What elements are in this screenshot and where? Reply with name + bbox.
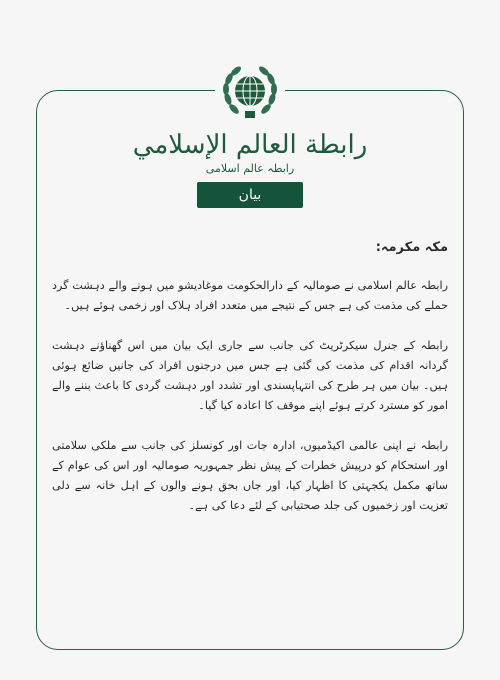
dateline: مکہ مکرمہ: bbox=[375, 240, 448, 255]
organization-name: رابطة العالم الإسلامي bbox=[132, 130, 368, 160]
emblem bbox=[215, 58, 285, 128]
section-label: بیان bbox=[197, 182, 303, 208]
organization-name-urdu: رابطہ عالم اسلامی bbox=[205, 162, 295, 175]
paragraph-3: رابطہ نے اپنی عالمی اکیڈمیوں، ادارہ جات اور کونسلز کی جانب سے ملکی سلامتی اور استحکام کو درپیش خطرات کے پیش نظر جمہوریہ صومالیہ اور اس کی عوام کے ساتھ مکمل یکجہتی کا اظہار کیا، اور جاں بحق ہونے والوں کے اہل خانہ سے دلی تعزیت اور زخمیوں کی جلد صحتیابی کے لئے دعا کی ہے۔ bbox=[52, 439, 448, 512]
paragraph-2: رابطہ کے جنرل سیکرٹریٹ کی جانب سے جاری ایک بیان میں اس گھناؤنے دہشت گردانہ اقدام کی مذمت کی گئی ہے جس میں درجنوں افراد کی جانیں ضائع ہوئی ہیں۔ بیان میں ہر طرح کی انتہاپسندی اور تشدد اور دہشت گردی کا باعث بننے والے امور کو مسترد کرتے ہوئے اپنے موقف کا اعادہ کیا گیا۔ bbox=[52, 339, 448, 412]
statement-body bbox=[52, 238, 448, 536]
paragraph-1: رابطہ عالم اسلامی نے صومالیہ کے دارالحکومت موغادیشو میں ہونے والے دہشت گرد حملے کی مذمت کی ہے جس کے نتیجے میں متعدد افراد ہلاک اور زخمی ہوئے ہیں۔ bbox=[52, 279, 448, 312]
globe-wreath-emblem-icon bbox=[218, 61, 282, 125]
